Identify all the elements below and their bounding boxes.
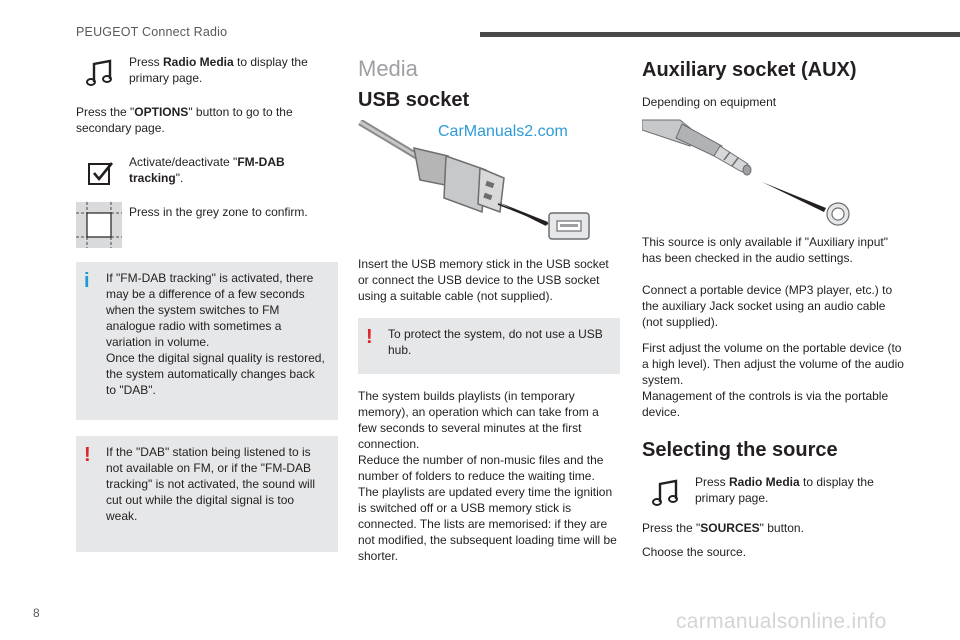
usb-socket-heading: USB socket: [358, 89, 470, 111]
jack-plug-icon: [642, 116, 906, 228]
music-note-icon: [86, 58, 116, 88]
page-number: 8: [33, 606, 40, 620]
checkbox-icon: [86, 158, 116, 188]
playlist-para2: Reduce the number of non-music files and the number of folders to reduce the waiting time.: [358, 453, 604, 483]
step-radio-media-text: Press Radio Media to display the primary page.: [129, 55, 308, 85]
warning-note-dab: [76, 436, 338, 552]
section-media-title: Media: [358, 56, 418, 81]
options-instruction: Press the "OPTIONS" button to go to the secondary page.: [76, 105, 293, 135]
step-confirm: [76, 202, 338, 252]
step-radio-media-source: [642, 474, 906, 510]
choose-source-text: Choose the source.: [642, 545, 747, 559]
usb-illustration: [358, 120, 620, 250]
playlist-para1: The system builds playlists (in temporary memory), an operation which can take from a few seconds to several minutes at the first connection.: [358, 389, 599, 451]
playlist-para3: The playlists are updated every time the ignition is switched off or a USB memory stick is connected. The lists are memorised: if they are not modified, the subsequent loading time will be shorter.: [358, 485, 617, 563]
column-radio-options: [76, 52, 338, 552]
footer-watermark: carmanualsonline.info: [676, 610, 887, 633]
header-bar: [480, 32, 960, 37]
usb-hub-warning-text: To protect the system, do not use a USB hub.: [388, 327, 603, 357]
watermark: CarManuals2.com: [438, 123, 568, 140]
connect-device-text: Connect a portable device (MP3 player, etc.) to the auxiliary Jack socket using an audio cable (not supplied).: [642, 283, 893, 329]
step-activate-text: Activate/deactivate "FM-DAB tracking".: [129, 155, 285, 185]
usb-port-icon: [548, 212, 590, 240]
aux-heading: Auxiliary socket (AUX): [642, 59, 857, 81]
warning-note-text: If the "DAB" station being listened to is not available on FM, or if the "FM-DAB tracking" is not activated, the sound will cut out while the digital signal is too weak.: [106, 445, 316, 523]
music-note-icon: [652, 478, 682, 508]
selecting-source-heading: Selecting the source: [642, 439, 838, 461]
controls-management-text: Management of the controls is via the portable device.: [642, 389, 889, 419]
warning-note-usb-hub: [358, 318, 620, 374]
sources-instruction: Press the "SOURCES" button.: [642, 521, 804, 535]
depending-text: Depending on equipment: [642, 95, 777, 109]
column-media: [358, 52, 620, 564]
step-confirm-text: Press in the grey zone to confirm.: [129, 205, 308, 219]
usb-insert-text: Insert the USB memory stick in the USB socket or connect the USB device to the USB socket using a suitable cable (not supplied).: [358, 257, 609, 303]
header-title: PEUGEOT Connect Radio: [76, 25, 228, 39]
warning-icon: !: [84, 444, 91, 466]
step-radio-media: [76, 54, 338, 92]
aux-illustration: [642, 116, 906, 228]
aux-socket-icon: [826, 202, 850, 226]
adjust-volume-text: First adjust the volume on the portable device (to a high level). Then adjust the volume of the audio system.: [642, 341, 904, 387]
info-note-line2: Once the digital signal quality is restored, the system automatically changes back to "DAB".: [106, 351, 325, 397]
info-note-line1: If "FM-DAB tracking" is activated, there may be a difference of a few seconds when the system switches to FM analogue radio with sometimes a variation in volume.: [106, 271, 314, 349]
step-activate: [76, 154, 338, 192]
warning-icon: !: [366, 326, 373, 348]
info-note-fm-dab: [76, 262, 338, 420]
info-icon: i: [84, 270, 90, 292]
step-radio-media-source-text: Press Radio Media to display the primary page.: [695, 475, 874, 505]
source-availability-text: This source is only available if "Auxiliary input" has been checked in the audio settings.: [642, 235, 888, 265]
grey-zone-icon: [76, 202, 122, 248]
column-aux: [642, 52, 906, 560]
